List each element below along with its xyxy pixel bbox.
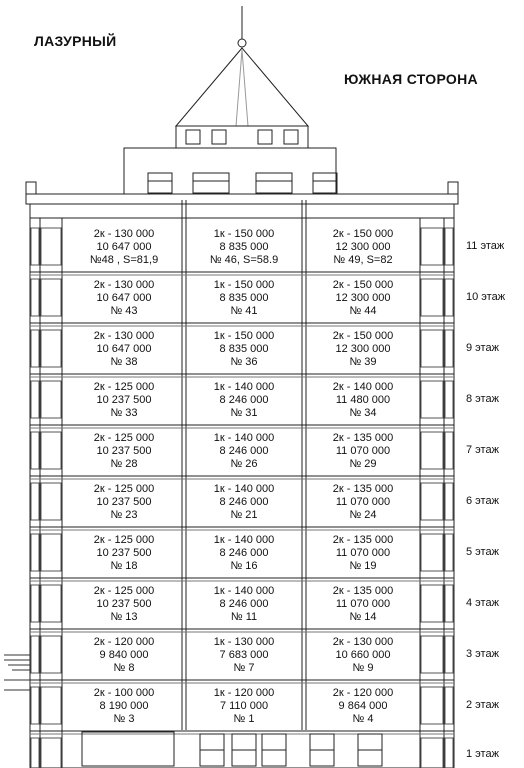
apartment-total: 12 300 000 bbox=[335, 241, 391, 253]
apartment-number: № 1 bbox=[233, 713, 255, 725]
apartment-total: 12 300 000 bbox=[335, 343, 391, 355]
floor-label: 2 этаж bbox=[466, 699, 499, 711]
apartment-number: №48 , S=81,9 bbox=[89, 254, 159, 266]
apartment-number: № 41 bbox=[230, 305, 258, 317]
apartment-cell bbox=[186, 483, 302, 522]
penthouse bbox=[124, 148, 336, 194]
apartment-total: 11 480 000 bbox=[335, 394, 391, 406]
apartment-cell bbox=[66, 483, 182, 522]
apartment-cell bbox=[186, 279, 302, 318]
apartment-number: № 34 bbox=[349, 407, 377, 419]
apartment-total: 11 070 000 bbox=[335, 547, 391, 559]
apartment-total: 10 237 500 bbox=[96, 496, 152, 508]
apartment-cell bbox=[306, 330, 420, 369]
apartment-type-price: 1к - 140 000 bbox=[213, 483, 275, 495]
apartment-number: № 9 bbox=[352, 662, 374, 674]
apartment-number: № 28 bbox=[110, 458, 138, 470]
apartment-number: № 13 bbox=[110, 611, 138, 623]
apartment-total: 8 246 000 bbox=[219, 445, 269, 457]
apartment-type-price: 2к - 135 000 bbox=[332, 483, 394, 495]
apartment-total: 8 246 000 bbox=[219, 496, 269, 508]
apartment-cell bbox=[186, 687, 302, 726]
apartment-type-price: 2к - 135 000 bbox=[332, 585, 394, 597]
apartment-type-price: 2к - 135 000 bbox=[332, 534, 394, 546]
apartment-number: № 31 bbox=[230, 407, 258, 419]
apartment-type-price: 1к - 150 000 bbox=[213, 330, 275, 342]
apartment-total: 9 864 000 bbox=[338, 700, 388, 712]
apartment-type-price: 2к - 140 000 bbox=[332, 381, 394, 393]
apartment-type-price: 2к - 120 000 bbox=[332, 687, 394, 699]
apartment-cell bbox=[306, 636, 420, 675]
apartment-number: № 16 bbox=[230, 560, 258, 572]
apartment-cell bbox=[186, 534, 302, 573]
apartment-cell bbox=[66, 636, 182, 675]
apartment-cell bbox=[186, 330, 302, 369]
floor-label: 1 этаж bbox=[466, 748, 499, 760]
apartment-number: № 7 bbox=[233, 662, 255, 674]
apartment-type-price: 1к - 140 000 bbox=[213, 585, 275, 597]
apartment-total: 11 070 000 bbox=[335, 445, 391, 457]
apartment-type-price: 1к - 120 000 bbox=[213, 687, 275, 699]
apartment-number: № 49, S=82 bbox=[333, 254, 393, 266]
apartment-total: 10 237 500 bbox=[96, 394, 152, 406]
apartment-number: № 46, S=58.9 bbox=[209, 254, 279, 266]
apartment-type-price: 2к - 130 000 bbox=[332, 636, 394, 648]
apartment-type-price: 2к - 150 000 bbox=[332, 228, 394, 240]
apartment-type-price: 2к - 150 000 bbox=[332, 279, 394, 291]
apartment-cell bbox=[186, 228, 302, 267]
apartment-total: 11 070 000 bbox=[335, 496, 391, 508]
apartment-cell bbox=[186, 432, 302, 471]
floor-label: 10 этаж bbox=[466, 291, 506, 303]
apartment-type-price: 1к - 140 000 bbox=[213, 381, 275, 393]
apartment-total: 10 237 500 bbox=[96, 547, 152, 559]
parapet bbox=[26, 194, 458, 204]
apartment-type-price: 2к - 125 000 bbox=[93, 534, 155, 546]
apartment-number: № 44 bbox=[349, 305, 377, 317]
apartment-number: № 26 bbox=[230, 458, 258, 470]
apartment-total: 8 835 000 bbox=[219, 292, 269, 304]
floor-label: 3 этаж bbox=[466, 648, 499, 660]
apartment-cell bbox=[306, 483, 420, 522]
apartment-cell bbox=[306, 228, 420, 267]
apartment-total: 10 647 000 bbox=[96, 241, 152, 253]
apartment-total: 8 246 000 bbox=[219, 598, 269, 610]
apartment-number: № 29 bbox=[349, 458, 377, 470]
apartment-total: 11 070 000 bbox=[335, 598, 391, 610]
floor-label: 8 этаж bbox=[466, 393, 499, 405]
apartment-type-price: 2к - 125 000 bbox=[93, 432, 155, 444]
apartment-type-price: 1к - 150 000 bbox=[213, 279, 275, 291]
apartment-cell bbox=[66, 330, 182, 369]
apartment-total: 10 237 500 bbox=[96, 445, 152, 457]
apartment-number: № 39 bbox=[349, 356, 377, 368]
apartment-cell bbox=[186, 585, 302, 624]
complex-title: ЛАЗУРНЫЙ bbox=[34, 33, 117, 49]
apartment-total: 10 647 000 bbox=[96, 343, 152, 355]
apartment-number: № 3 bbox=[113, 713, 135, 725]
apartment-total: 10 647 000 bbox=[96, 292, 152, 304]
apartment-cell bbox=[66, 585, 182, 624]
floor-label: 9 этаж bbox=[466, 342, 499, 354]
apartment-cell bbox=[306, 279, 420, 318]
apartment-number: № 23 bbox=[110, 509, 138, 521]
apartment-number: № 38 bbox=[110, 356, 138, 368]
floor-label: 5 этаж bbox=[466, 546, 499, 558]
apartment-type-price: 2к - 130 000 bbox=[93, 279, 155, 291]
apartment-number: № 33 bbox=[110, 407, 138, 419]
apartment-total: 10 237 500 bbox=[96, 598, 152, 610]
apartment-total: 10 660 000 bbox=[335, 649, 391, 661]
apartment-cell bbox=[306, 381, 420, 420]
apartment-number: № 24 bbox=[349, 509, 377, 521]
apartment-type-price: 2к - 125 000 bbox=[93, 381, 155, 393]
apartment-cell bbox=[66, 279, 182, 318]
apartment-cell bbox=[66, 534, 182, 573]
apartment-total: 8 246 000 bbox=[219, 394, 269, 406]
apartment-cell bbox=[66, 687, 182, 726]
apartment-number: № 43 bbox=[110, 305, 138, 317]
apartment-number: № 8 bbox=[113, 662, 135, 674]
apartment-number: № 19 bbox=[349, 560, 377, 572]
apartment-total: 12 300 000 bbox=[335, 292, 391, 304]
floor-label: 7 этаж bbox=[466, 444, 499, 456]
apartment-number: № 21 bbox=[230, 509, 258, 521]
apartment-total: 8 246 000 bbox=[219, 547, 269, 559]
apartment-total: 8 835 000 bbox=[219, 343, 269, 355]
apartment-type-price: 2к - 125 000 bbox=[93, 483, 155, 495]
apartment-cell bbox=[306, 585, 420, 624]
apartment-number: № 4 bbox=[352, 713, 374, 725]
apartment-cell bbox=[66, 381, 182, 420]
apartment-cell bbox=[306, 534, 420, 573]
apartment-cell bbox=[306, 432, 420, 471]
apartment-cell bbox=[186, 381, 302, 420]
apartment-total: 7 110 000 bbox=[219, 700, 269, 712]
floor-label: 6 этаж bbox=[466, 495, 499, 507]
apartment-type-price: 2к - 100 000 bbox=[93, 687, 155, 699]
apartment-type-price: 2к - 125 000 bbox=[93, 585, 155, 597]
apartment-cell bbox=[306, 687, 420, 726]
floor-label: 11 этаж bbox=[466, 240, 505, 252]
roof-turret bbox=[176, 126, 308, 148]
apartment-type-price: 2к - 130 000 bbox=[93, 228, 155, 240]
apartment-number: № 11 bbox=[230, 611, 258, 623]
apartment-number: № 36 bbox=[230, 356, 258, 368]
apartment-number: № 18 bbox=[110, 560, 138, 572]
spire-ball bbox=[238, 39, 246, 47]
apartment-number: № 14 bbox=[349, 611, 377, 623]
apartment-type-price: 2к - 130 000 bbox=[93, 330, 155, 342]
apartment-total: 8 835 000 bbox=[219, 241, 269, 253]
facade-side-title: ЮЖНАЯ СТОРОНА bbox=[344, 71, 478, 87]
apartment-type-price: 2к - 120 000 bbox=[93, 636, 155, 648]
apartment-total: 9 840 000 bbox=[99, 649, 149, 661]
apartment-type-price: 1к - 140 000 bbox=[213, 534, 275, 546]
apartment-type-price: 2к - 150 000 bbox=[332, 330, 394, 342]
apartment-total: 7 683 000 bbox=[219, 649, 269, 661]
apartment-type-price: 2к - 135 000 bbox=[332, 432, 394, 444]
apartment-total: 8 190 000 bbox=[99, 700, 149, 712]
floor-label: 4 этаж bbox=[466, 597, 499, 609]
apartment-cell bbox=[66, 432, 182, 471]
roof-cone bbox=[176, 48, 308, 126]
apartment-cell bbox=[66, 228, 182, 267]
apartment-cell bbox=[186, 636, 302, 675]
apartment-type-price: 1к - 140 000 bbox=[213, 432, 275, 444]
apartment-type-price: 1к - 130 000 bbox=[213, 636, 275, 648]
apartment-type-price: 1к - 150 000 bbox=[213, 228, 275, 240]
